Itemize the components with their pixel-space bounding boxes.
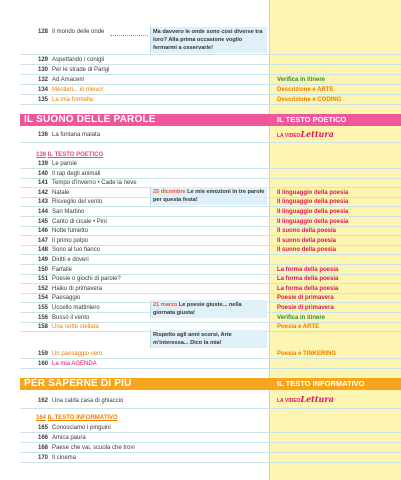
- leader-dots: [110, 34, 148, 36]
- item-title: Il mondo delle onde: [52, 29, 105, 35]
- page-number: 145: [37, 218, 48, 225]
- section-title: PER SAPERNE DI PIÙ: [20, 378, 273, 390]
- item-title: Il rap degli animali: [52, 170, 101, 177]
- section-subtitle: IL TESTO POETICO: [273, 114, 401, 126]
- list-item[interactable]: [0, 236, 401, 246]
- page-number: 144: [37, 209, 48, 215]
- list-item[interactable]: [0, 75, 401, 85]
- page-number: 143: [37, 199, 48, 206]
- list-item[interactable]: [0, 255, 401, 265]
- activity-label: Il linguaggio della poesia: [277, 199, 349, 206]
- list-item[interactable]: [0, 265, 401, 275]
- page-number: 132: [37, 77, 48, 83]
- list-item[interactable]: [0, 433, 401, 443]
- list-item[interactable]: [0, 217, 401, 227]
- note-date: 25 dicembre: [153, 189, 186, 195]
- item-title: Notte fumetto: [52, 228, 89, 235]
- section-subtitle: IL TESTO INFORMATIVO: [273, 378, 401, 390]
- list-item[interactable]: [0, 55, 401, 65]
- activity-label: Verifica in itinere: [277, 77, 326, 83]
- activity-label: Il suono della poesia: [277, 237, 337, 244]
- row-rule: [20, 462, 401, 463]
- page-number: 140: [37, 170, 48, 177]
- list-item[interactable]: [0, 169, 401, 179]
- page-number: 142: [37, 189, 48, 196]
- list-item[interactable]: [0, 159, 401, 169]
- list-item[interactable]: [0, 359, 401, 369]
- section-heading-label: IL TESTO INFORMATIVO: [47, 415, 118, 421]
- section-page-number: 138: [36, 152, 47, 158]
- page-number: 134: [37, 87, 48, 93]
- activity-label: Poesia e ARTE: [277, 324, 320, 331]
- activity-label: Poesie di primavera: [277, 295, 334, 302]
- row-rule: [20, 104, 401, 105]
- activity-label: Poesie di primavera: [277, 305, 334, 311]
- item-title: Tempo d'inverno • Cade la neve: [52, 180, 137, 187]
- item-title: Paese che vai, scuola che trovi: [52, 445, 135, 451]
- list-item[interactable]: [0, 396, 401, 406]
- item-title: Un paesaggio vero: [52, 351, 103, 357]
- item-title: Aspettando i conigli: [52, 57, 105, 63]
- item-title: Ad Amacem: [52, 77, 85, 83]
- page-number: 159: [37, 351, 48, 357]
- section-heading-informativo[interactable]: [0, 413, 401, 423]
- item-title: Paesaggio: [52, 295, 81, 302]
- section-heading-text: [36, 413, 118, 423]
- page-number: 158: [37, 324, 48, 331]
- page-number: 150: [37, 266, 48, 273]
- video-label-prefix: LA VIDEO: [277, 133, 301, 139]
- student-note-christmas: [150, 187, 267, 205]
- list-item[interactable]: [0, 349, 401, 359]
- note-text: Le mie emozioni in tre parole per questa festa!: [153, 189, 265, 203]
- page-number: 151: [37, 276, 48, 283]
- page-number: 168: [37, 445, 48, 451]
- item-title: Diritti e doveri: [52, 257, 89, 263]
- video-label-word: Lettura: [300, 129, 334, 139]
- page-number: 147: [37, 237, 48, 244]
- list-item[interactable]: [0, 274, 401, 284]
- page-number: 156: [37, 314, 48, 321]
- activity-label: Il suono della poesia: [277, 228, 337, 235]
- activity-label: Poesia e TINKERING: [277, 351, 337, 357]
- section-band-info: [20, 378, 401, 390]
- item-title: Uccello mattiniero: [52, 305, 100, 311]
- item-title: Il primo polpo: [52, 237, 89, 244]
- page-number: 155: [37, 305, 48, 311]
- page-number: 136: [37, 132, 48, 138]
- item-title: Haiku di primavera: [52, 285, 103, 292]
- item-title: Sono al tuo fianco: [52, 247, 101, 254]
- item-title: Il cinema: [52, 455, 77, 461]
- page-number: 128: [37, 29, 48, 35]
- list-item[interactable]: [0, 65, 401, 75]
- student-note-art: Rispetto agli anni scorsi, Arte m'interessa... Dico la mia!: [150, 330, 267, 348]
- note-text: Le poesie giuste... nella giornata giusta!: [153, 302, 242, 316]
- list-item[interactable]: [0, 245, 401, 255]
- item-title: Risveglio del vento: [52, 199, 103, 206]
- activity-label: Il linguaggio della poesia: [277, 189, 349, 196]
- item-title: Bussò il vento: [52, 314, 90, 321]
- video-label-prefix: LA VIDEO: [277, 398, 301, 404]
- activity-label: La forma della poesia: [277, 266, 339, 273]
- video-label-word: Lettura: [300, 394, 334, 404]
- student-note: Ma davvero le onde sono così diverse tra loro? Alla prima occasione voglio fermarmi a osservarle!: [150, 27, 267, 53]
- list-item[interactable]: [0, 226, 401, 236]
- page-number: 162: [37, 398, 48, 404]
- section-title: IL SUONO DELLE PAROLE: [20, 114, 273, 126]
- item-title: Le parole: [52, 161, 78, 167]
- row-rule: [20, 368, 401, 369]
- activity-label: Descrizione e ARTE: [277, 87, 334, 93]
- page-number: 170: [37, 455, 48, 461]
- activity-label: Descrizione e CODING: [277, 97, 342, 103]
- item-title: La fontana malata: [52, 132, 101, 138]
- page-number: 129: [37, 57, 48, 63]
- page-number: 149: [37, 257, 48, 263]
- item-title: San Martino: [52, 209, 85, 215]
- activity-label: Il suono della poesia: [277, 247, 337, 254]
- student-note-march: [150, 300, 267, 318]
- page-number: 141: [37, 180, 48, 187]
- item-title: Conosciamo i pinguini: [52, 425, 111, 431]
- activity-label: Verifica in itinere: [277, 314, 326, 321]
- page-number: 160: [37, 361, 48, 367]
- note-date: 21 marzo: [153, 302, 178, 308]
- section-heading-label: IL TESTO POETICO: [47, 152, 104, 158]
- page-number: 146: [37, 228, 48, 235]
- page-number: 165: [37, 425, 48, 431]
- list-item[interactable]: [0, 453, 401, 463]
- item-title: Mestieri... in rilievo!: [52, 87, 104, 93]
- list-item[interactable]: [0, 95, 401, 105]
- page-number: 139: [37, 161, 48, 167]
- page-number: 135: [37, 97, 48, 103]
- activity-label: La forma della poesia: [277, 276, 339, 283]
- page-number: 166: [37, 435, 48, 441]
- list-item[interactable]: [0, 284, 401, 294]
- divider: [20, 142, 401, 143]
- item-title: Farfalle: [52, 266, 73, 273]
- activity-label: Il linguaggio della poesia: [277, 218, 349, 225]
- item-title: La mia formella: [52, 97, 94, 103]
- list-item[interactable]: [0, 423, 401, 433]
- list-item[interactable]: [0, 130, 401, 140]
- item-title: Una calda casa di ghiaccio: [52, 398, 124, 404]
- item-title: Canto di cicale • Pini: [52, 218, 107, 225]
- page-number: 152: [37, 285, 48, 292]
- list-item[interactable]: [0, 443, 401, 453]
- page-number: 130: [37, 67, 48, 73]
- item-title: La mia AGENDA: [52, 361, 97, 367]
- section-band-poetry: [20, 114, 401, 126]
- activity-label: Il linguaggio della poesia: [277, 209, 349, 215]
- item-title: Amica paura: [52, 435, 86, 441]
- list-item[interactable]: [0, 207, 401, 217]
- item-title: Una notte stellata: [52, 324, 99, 331]
- page-number: 148: [37, 247, 48, 254]
- page-number: 154: [37, 295, 48, 302]
- activity-label: La forma della poesia: [277, 285, 339, 292]
- item-title: Natale: [52, 189, 70, 196]
- item-title: Poesie o giochi di parole?: [52, 276, 121, 283]
- list-item[interactable]: [0, 85, 401, 95]
- divider: [20, 408, 401, 409]
- section-page-number: 164: [36, 415, 47, 421]
- item-title: Per le strade di Parigi: [52, 67, 110, 73]
